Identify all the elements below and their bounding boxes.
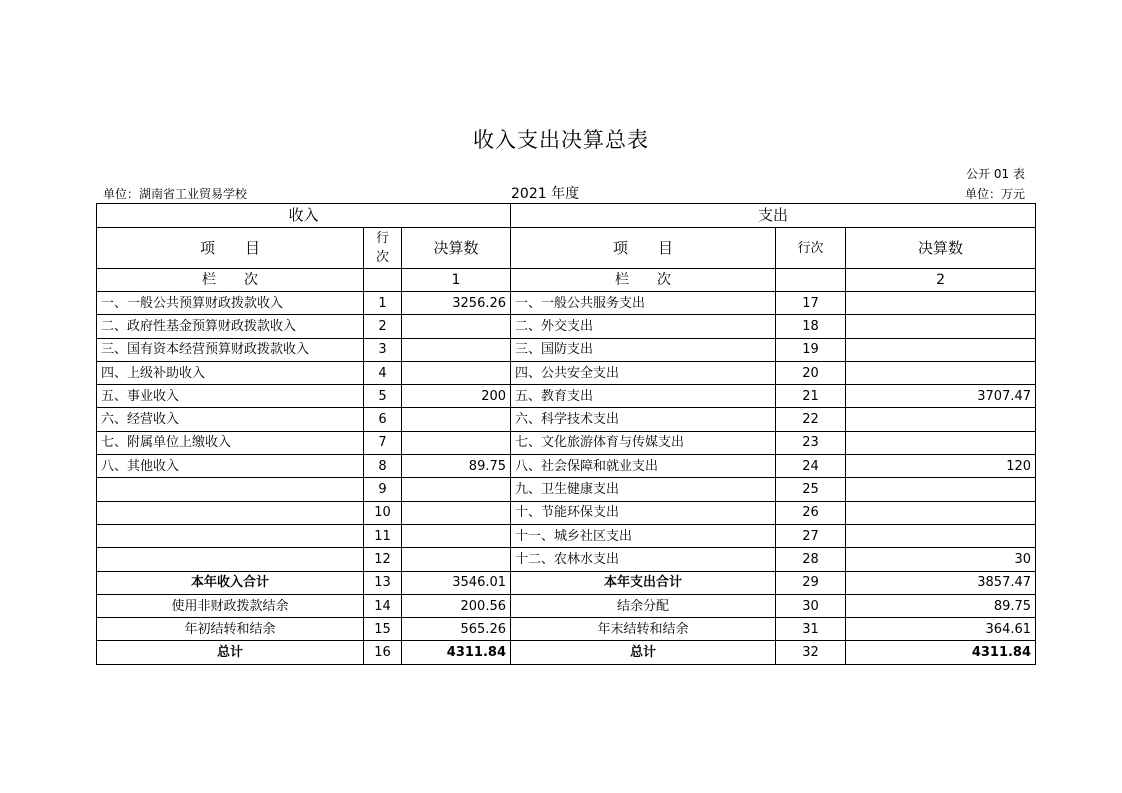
income-row-no: 3	[364, 338, 402, 361]
section-header-row	[97, 204, 1036, 228]
expense-amount: 120	[846, 455, 1036, 478]
income-item	[97, 478, 364, 501]
currency-unit: 单位：万元	[964, 187, 1025, 201]
income-item: 八、其他收入	[97, 455, 364, 478]
expense-amount	[846, 524, 1036, 547]
col-label-2: 栏 次	[511, 269, 776, 292]
table-row	[97, 361, 1036, 384]
expense-row-no: 27	[776, 524, 846, 547]
expense-amount	[846, 292, 1036, 315]
expense-row-no: 18	[776, 315, 846, 338]
income-row-no: 11	[364, 524, 402, 547]
expense-row-no: 20	[776, 361, 846, 384]
income-amount	[402, 548, 511, 571]
income-row-no: 2	[364, 315, 402, 338]
table-row	[97, 338, 1036, 361]
expense-amount	[846, 315, 1036, 338]
form-code: 公开 01 表	[966, 167, 1025, 181]
income-row-no: 1	[364, 292, 402, 315]
table-row	[97, 548, 1036, 571]
summary-expense-amount: 364.61	[846, 618, 1036, 641]
table-row	[97, 408, 1036, 431]
income-amount	[402, 338, 511, 361]
expense-item: 七、文化旅游体育与传媒支出	[511, 431, 776, 454]
summary-expense-item: 结余分配	[511, 594, 776, 617]
income-amount: 3256.26	[402, 292, 511, 315]
summary-income-amount: 200.56	[402, 594, 511, 617]
expense-row-no: 24	[776, 455, 846, 478]
income-item: 五、事业收入	[97, 385, 364, 408]
summary-income-row-no: 14	[364, 594, 402, 617]
summary-row	[97, 571, 1036, 594]
income-item: 三、国有资本经营预算财政拨款收入	[97, 338, 364, 361]
summary-income-row-no: 13	[364, 571, 402, 594]
income-row-no: 8	[364, 455, 402, 478]
summary-income-item: 使用非财政拨款结余	[97, 594, 364, 617]
column-header-row	[97, 228, 1036, 269]
income-row-no: 4	[364, 361, 402, 384]
income-row-no: 12	[364, 548, 402, 571]
income-item: 六、经营收入	[97, 408, 364, 431]
expense-item: 三、国防支出	[511, 338, 776, 361]
summary-row	[97, 594, 1036, 617]
income-section-header: 收入	[97, 204, 511, 228]
income-item: 四、上级补助收入	[97, 361, 364, 384]
summary-income-item: 总计	[97, 641, 364, 664]
expense-amount	[846, 431, 1036, 454]
expense-amount	[846, 338, 1036, 361]
income-amount	[402, 431, 511, 454]
expense-row-no: 22	[776, 408, 846, 431]
summary-income-row-no: 15	[364, 618, 402, 641]
expense-row-no: 17	[776, 292, 846, 315]
income-row-no: 10	[364, 501, 402, 524]
table-row	[97, 431, 1036, 454]
expense-row-no: 26	[776, 501, 846, 524]
summary-income-row-no: 16	[364, 641, 402, 664]
expense-amount: 3707.47	[846, 385, 1036, 408]
expense-item: 十二、农林水支出	[511, 548, 776, 571]
summary-row	[97, 641, 1036, 664]
summary-expense-amount: 3857.47	[846, 571, 1036, 594]
table-row	[97, 315, 1036, 338]
column-number-row	[97, 269, 1036, 292]
expense-item: 十、节能环保支出	[511, 501, 776, 524]
income-row-no: 9	[364, 478, 402, 501]
expense-row-no: 21	[776, 385, 846, 408]
income-item	[97, 548, 364, 571]
income-item	[97, 501, 364, 524]
expense-item-header: 项 目	[511, 228, 776, 269]
col-income-number: 1	[402, 269, 511, 292]
income-amount: 200	[402, 385, 511, 408]
summary-expense-item: 总计	[511, 641, 776, 664]
summary-income-amount: 4311.84	[402, 641, 511, 664]
income-item: 七、附属单位上缴收入	[97, 431, 364, 454]
summary-expense-row-no: 30	[776, 594, 846, 617]
summary-row	[97, 618, 1036, 641]
expense-amount: 30	[846, 548, 1036, 571]
summary-expense-item: 年末结转和结余	[511, 618, 776, 641]
expense-item: 九、卫生健康支出	[511, 478, 776, 501]
expense-row-no: 28	[776, 548, 846, 571]
income-amount	[402, 408, 511, 431]
income-item	[97, 524, 364, 547]
income-amount	[402, 524, 511, 547]
table-row	[97, 478, 1036, 501]
expense-row-no: 23	[776, 431, 846, 454]
expense-row-no-header: 行次	[776, 228, 846, 269]
expense-item: 二、外交支出	[511, 315, 776, 338]
income-amount	[402, 315, 511, 338]
expense-item: 四、公共安全支出	[511, 361, 776, 384]
income-row-no: 7	[364, 431, 402, 454]
income-amount	[402, 501, 511, 524]
expense-amount-header: 决算数	[846, 228, 1036, 269]
expense-row-no: 25	[776, 478, 846, 501]
summary-expense-amount: 4311.84	[846, 641, 1036, 664]
income-item: 一、一般公共预算财政拨款收入	[97, 292, 364, 315]
summary-expense-row-no: 31	[776, 618, 846, 641]
summary-income-amount: 3546.01	[402, 571, 511, 594]
col-empty-2	[776, 269, 846, 292]
row-no-bottom: 次	[375, 250, 389, 265]
budget-summary-table	[96, 203, 1036, 665]
income-row-no: 5	[364, 385, 402, 408]
income-item-header: 项 目	[97, 228, 364, 269]
table-row	[97, 524, 1036, 547]
expense-item: 五、教育支出	[511, 385, 776, 408]
expense-section-header: 支出	[511, 204, 1036, 228]
expense-amount	[846, 408, 1036, 431]
row-no-top: 行	[375, 231, 389, 246]
table-row	[97, 292, 1036, 315]
summary-income-item: 年初结转和结余	[97, 618, 364, 641]
col-label: 栏 次	[97, 269, 364, 292]
table-row	[97, 455, 1036, 478]
expense-amount	[846, 478, 1036, 501]
income-amount: 89.75	[402, 455, 511, 478]
expense-row-no: 19	[776, 338, 846, 361]
expense-amount	[846, 501, 1036, 524]
summary-expense-amount: 89.75	[846, 594, 1036, 617]
income-row-no-header	[364, 228, 402, 269]
summary-expense-row-no: 32	[776, 641, 846, 664]
income-amount	[402, 361, 511, 384]
table-row	[97, 501, 1036, 524]
col-expense-number: 2	[846, 269, 1036, 292]
reporting-unit: 单位：湖南省工业贸易学校	[103, 187, 248, 201]
expense-item: 十一、城乡社区支出	[511, 524, 776, 547]
summary-expense-item: 本年支出合计	[511, 571, 776, 594]
income-item: 二、政府性基金预算财政拨款收入	[97, 315, 364, 338]
summary-expense-row-no: 29	[776, 571, 846, 594]
expense-item: 一、一般公共服务支出	[511, 292, 776, 315]
expense-item: 六、科学技术支出	[511, 408, 776, 431]
summary-income-item: 本年收入合计	[97, 571, 364, 594]
fiscal-year: 2021 年度	[511, 186, 580, 202]
expense-amount	[846, 361, 1036, 384]
income-amount	[402, 478, 511, 501]
income-amount-header: 决算数	[402, 228, 511, 269]
table-row	[97, 385, 1036, 408]
expense-item: 八、社会保障和就业支出	[511, 455, 776, 478]
summary-income-amount: 565.26	[402, 618, 511, 641]
page-title: 收入支出决算总表	[473, 128, 649, 152]
col-empty	[364, 269, 402, 292]
income-row-no: 6	[364, 408, 402, 431]
